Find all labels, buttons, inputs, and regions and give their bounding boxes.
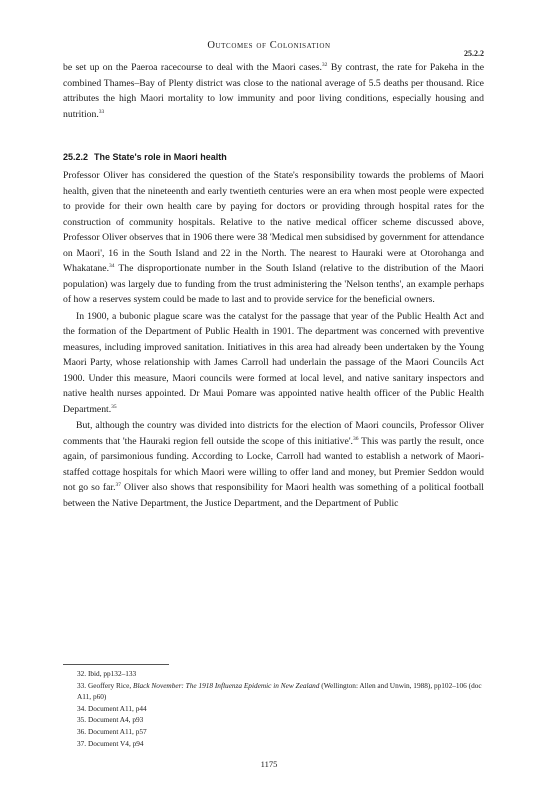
paragraph-text: But, although the country was divided into districts for the election of Maori councils, Professor Oliver comments that 'the Hauraki region fell outside the scope of this initiative'. bbox=[63, 420, 484, 447]
paragraph-text: By contrast, the rate for Pakeha in the combined Thames–Bay of Plenty district was close to the national average of 5.5 deaths per thousand. Rice attributes the high Maori mortality to low immunity and poor living conditions, especially housing and nutrition. bbox=[63, 62, 484, 120]
footnote-32: 32. Ibid, pp132–133 bbox=[77, 669, 137, 678]
paragraph bbox=[63, 309, 484, 418]
paragraph bbox=[63, 168, 484, 308]
footnote-33 bbox=[63, 680, 484, 703]
footnotes bbox=[63, 668, 484, 749]
footnote-ref[interactable]: 32 bbox=[321, 62, 328, 68]
section-heading-number: 25.2.2 bbox=[63, 152, 89, 162]
footnote-36: 36. Document A11, p57 bbox=[77, 726, 147, 736]
section-body bbox=[63, 168, 484, 511]
section-heading-title: The State's role in Maori health bbox=[94, 152, 227, 162]
paragraph-text: Professor Oliver has considered the question of the State's responsibility towards the problems of Maori health, given that the nineteenth and early twentieth centuries were an era when most people were expected to provide for their own health care by paying for doctors or providing through hospital rates for the construction of community hospitals. Relative to the native medical officer scheme discussed above, Professor Oliver observes that in 1906 there were 38 'Medical men subsidised by government for attendance on Maori', 16 in the South Island and 22 in the North. The nearest to Hauraki were at Otorohanga and Whakatane. bbox=[63, 170, 484, 274]
footnote-ref[interactable]: 37 bbox=[115, 482, 121, 488]
section-number: 25.2.2 bbox=[464, 49, 484, 58]
section-heading bbox=[63, 152, 484, 162]
footnote-37: 37. Document V4, p94 bbox=[77, 738, 144, 748]
footnote-35: 35. Document A4, p93 bbox=[77, 715, 144, 725]
footnote-divider bbox=[63, 664, 169, 665]
footnote-ref[interactable]: 35 bbox=[111, 403, 117, 410]
paragraph-text: Oliver also shows that responsibility for Maori health was something of a political football between the Native Department, the Justice Department, and the Department of Public bbox=[63, 482, 484, 509]
paragraph-text: The disproportionate number in the South Island (relative to the distribution of the Maori population) was largely due to funding from the trust administering the 'Nelson tenths', an example perhaps of how a reserves system could be made to last and to provide service for the beneficial owners. bbox=[63, 263, 484, 305]
footnote-ref[interactable]: 34 bbox=[109, 263, 115, 269]
paragraph-text: In 1900, a bubonic plague scare was the catalyst for the passage that year of the Public Health Act and the formation of the Department of Public Health in 1901. The department was concerned with preventive measures, including improved sanitation. Initiatives in this area had already been undertaken by the Young Maori Party, whose relationship with James Carroll had underlain the passage of the Maori Councils Act 1900. Under this measure, Maori councils were formed at local level, and native sanitary inspectors and native health nurses appointed. Dr Maui Pomare was appointed native health officer of the Public Health Department. bbox=[63, 310, 484, 415]
paragraph bbox=[63, 418, 484, 511]
continued-paragraph bbox=[63, 60, 484, 122]
paragraph-text: This was partly the result, once again, of parsimonious funding. According to Locke, Carroll had wanted to establish a network of Maori-staffed cottage hospitals for which Maori were willing to offer land and money, but Premier Seddon would not go so far. bbox=[63, 435, 484, 493]
running-head: Outcomes of Colonisation bbox=[207, 40, 331, 51]
footnote-book-title: Black November: The 1918 Influenza Epidemic in New Zealand bbox=[133, 680, 320, 690]
footnote-34: 34. Document A11, p44 bbox=[77, 703, 147, 713]
footnote-text: 33. Geoffery Rice, bbox=[77, 680, 133, 690]
paragraph-text: be set up on the Paeroa racecourse to deal with the Maori cases. bbox=[63, 62, 322, 73]
page-number: 1175 bbox=[260, 759, 278, 769]
footnote-ref[interactable]: 33 bbox=[98, 108, 105, 115]
footnote-ref[interactable]: 36 bbox=[352, 435, 359, 442]
footnote-text: (Wellington: Allen and Unwin, 1988), pp102–106 (doc A11, p60) bbox=[77, 680, 482, 702]
